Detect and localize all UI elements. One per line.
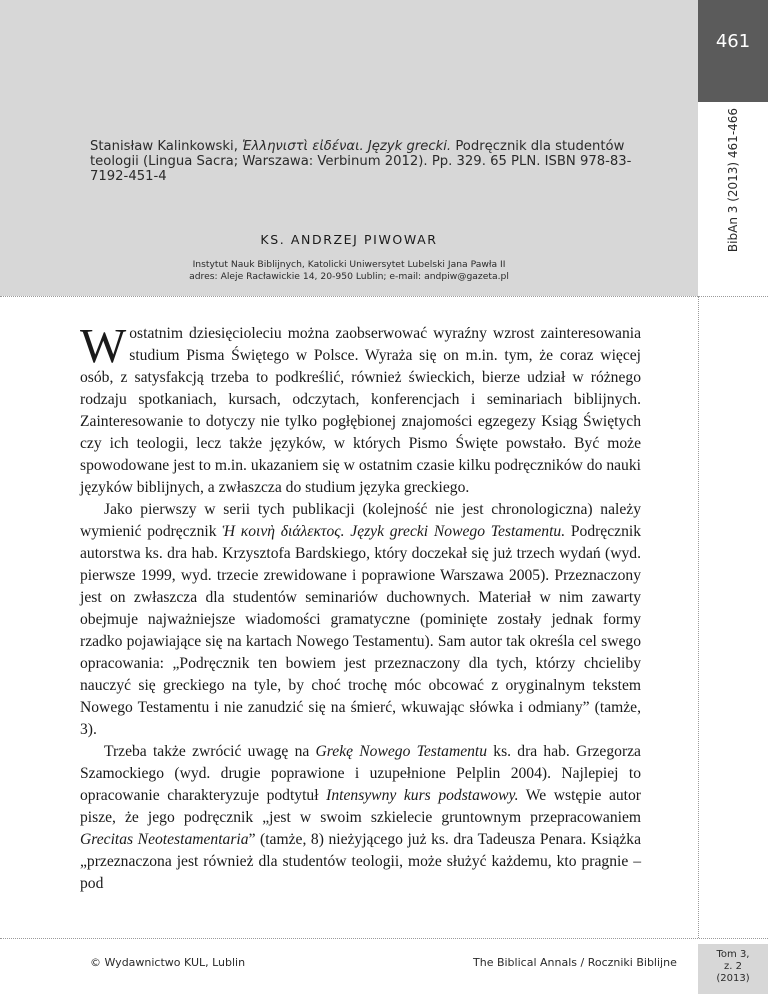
reviewed-author: Stanisław Kalinkowski,	[90, 139, 243, 154]
paragraph-3-text-d: ” (tamże, 8) nieżyjącego już ks. dra Tadeusza Penara. Książka „przeznaczona jest również dla studentów teologii, może służyć każdemu, kto pragnie – pod	[80, 831, 642, 892]
top-rule	[0, 296, 768, 297]
footer-journal: The Biblical Annals / Roczniki Biblijne	[473, 956, 677, 969]
paragraph-3-text-a: Trzeba także zwrócić uwagę na	[104, 743, 316, 760]
italic-subtitle: Intensywny kurs podstawowy.	[326, 787, 519, 804]
paragraph-3	[80, 741, 641, 895]
affiliation-line-1: Instytut Nauk Biblijnych, Katolicki Uniwersytet Lubelski Jana Pawła II	[192, 259, 506, 270]
italic-greka: Grekę Nowego Testamentu	[315, 743, 488, 760]
side-rule	[698, 296, 699, 938]
paragraph-2-text-a: Jako pierwszy w serii tych publikacji (kolejność nie jest chronologiczna) należy wymienić podręcznik	[80, 501, 641, 540]
paragraph-1-text: ostatnim dziesięcioleciu można zaobserwować wyraźny wzrost zainteresowania studium Pisma Świętego w Polsce. Wyraża się on m.in. tym, że coraz więcej osób, z satysfakcją trzeba to podkreślić, również świeckich, bierze udział w różnego rodzaju spotkaniach, kursach, odczytach, konferencjach i seminariach biblijnych. Zainteresowanie to dotyczy nie tylko pogłębionej znajomości egzegezy Ksiąg Świętych czy ich teologii, lecz także języków, w których Pismo Święte powstało. Być może spowodowane jest to m.in. ukazaniem się w ostatnim czasie kilku podręczników do nauki języków biblijnych, a zwłaszcza do studium języka greckiego.	[80, 325, 641, 496]
footer-copyright: © Wydawnictwo KUL, Lublin	[90, 956, 246, 969]
reviewed-title: Ἑλληνιστὶ εἰδέναι. Język grecki.	[242, 139, 452, 154]
drop-cap: W	[80, 318, 127, 373]
article-body	[80, 318, 642, 895]
paragraph-2-text-b: Podręcznik autorstwa ks. dra hab. Krzysztofa Bardskiego, który doczekał się już trzech wydań (wyd. pierwsze 1999, wyd. trzecie zrewidowane i poprawione Warszawa 2005). Przeznaczony jest on zwłaszcza dla studentów seminariów duchownych. Materiał w nim zawarty obejmuje najważniejsze wiadomości gramatyczne (pominięte zostały jednak formy rzadko pojawiające się na kartach Nowego Testamentu). Sam autor tak określa cel swego opracowania: „Podręcznik ten bowiem jest przeznaczony dla tych, którzy chcieliby nauczyć się greckiego na tyle, by choć trochę móc obcować z oryginalnym tekstem Nowego Testamentu i nie zanudzić się na śmierć, wkuwając słówka i odmiany” (tamże, 3).	[80, 523, 641, 738]
paragraph-2	[80, 499, 641, 741]
page-number-text: 461	[715, 31, 751, 52]
footer-volume	[698, 944, 768, 994]
greek-title-italic: Ἡ κοινὴ διάλεκτος. Język grecki Nowego Testamentu.	[222, 523, 566, 540]
review-citation	[90, 139, 650, 184]
paragraph-1	[80, 318, 641, 499]
bottom-rule	[0, 938, 768, 939]
volume-line-3: (2013)	[716, 973, 750, 984]
page-number	[698, 0, 768, 102]
vertical-citation: BibAn 3 (2013) 461-466	[726, 107, 740, 253]
italic-grecitas: Grecitas Neotestamentaria	[80, 831, 249, 848]
citation-details: Podręcznik dla studentów teologii (Lingua Sacra; Warszawa: Verbinum 2012). Pp. 329. 65 PLN. ISBN 978-83-7192-451-4	[90, 139, 632, 184]
affiliation-line-2: adres: Aleje Racławickie 14, 20-950 Lublin; e-mail: andpiw@gazeta.pl	[189, 271, 509, 282]
paragraph-3-text-c: We wstępie autor pisze, że jego podręcznik „jest w swoim szkielecie gruntownym przepracowaniem	[80, 787, 641, 826]
volume-line-2: z. 2	[724, 961, 742, 972]
reviewer-name: KS. ANDRZEJ PIWOWAR	[260, 232, 438, 247]
paragraph-3-text-b: ks. dra hab. Grzegorza Szamockiego (wyd. drugie poprawione i uzupełnione Pelplin 2004). Najlepiej to opracowanie charakteryzuje podtytuł	[80, 743, 641, 804]
volume-line-1: Tom 3,	[716, 949, 750, 960]
reviewer-affiliation	[0, 259, 698, 283]
